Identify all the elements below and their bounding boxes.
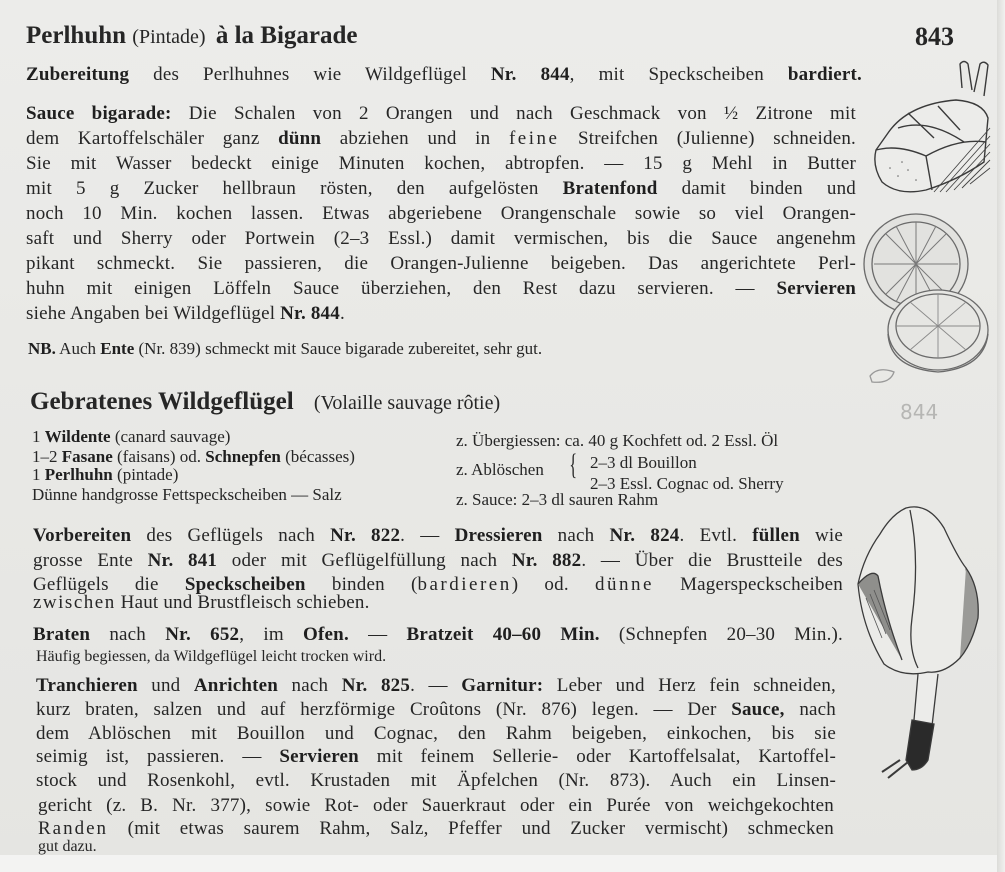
s1-line-3 <box>26 153 856 175</box>
title-bold: Gebratenes Wildgeflügel <box>30 388 294 415</box>
page-number: 843 <box>915 22 954 51</box>
s2-line-5: Häufig begiessen, da Wildgeflügel leicht trocken wird. <box>36 648 387 665</box>
bold-term: Wildente <box>44 427 111 446</box>
spaced-text: bardieren <box>417 574 512 595</box>
text: abziehen und in <box>321 128 509 149</box>
text: mit feinem Sellerie- oder Kartoffelsalat, Kartoffel- <box>358 746 836 767</box>
text: Leber und Herz fein schneiden, <box>543 675 836 696</box>
text: kurz braten, salzen und auf herzförmige Croûtons (Nr. 876) legen. — Der <box>36 699 732 720</box>
bold-term: Nr. 824 <box>609 525 680 546</box>
text: mit 5 g Zucker hellbraun rösten, den aufgelösten <box>26 178 563 199</box>
s2-line-0-text <box>33 525 843 547</box>
ingredient-cognac: 2–3 Essl. Cognac od. Sherry <box>590 474 784 493</box>
text: , im <box>239 624 304 645</box>
s2-line-1-text <box>33 550 843 572</box>
s1-line-5-text: noch 10 Min. kochen lassen. Etwas abgeriebene Orangenschale sowie so viel Orangen- <box>26 203 856 224</box>
bold-term: Braten <box>33 624 91 645</box>
title-paren: (Volaille sauvage rôtie) <box>313 392 501 414</box>
bold-term: Nr. 882 <box>511 550 582 571</box>
bold-term: Nr. 652 <box>165 624 240 645</box>
bold-term: Nr. 822 <box>330 525 401 546</box>
text: und <box>137 675 194 696</box>
s1-line-8 <box>26 278 856 300</box>
game-bird-illustration <box>848 498 988 788</box>
s1-line-7 <box>26 253 856 275</box>
text: Streifchen (Julienne) schneiden. <box>559 128 856 149</box>
bold-term: Bratenfond <box>562 178 658 199</box>
bold-term: Sauce bigarade: <box>26 103 172 124</box>
text: . Evtl. <box>679 525 753 546</box>
s2-line-1 <box>33 550 843 572</box>
s1-line-5 <box>26 203 856 225</box>
bold-term: dünn <box>278 128 322 149</box>
bold-term: füllen <box>752 525 800 546</box>
text: huhn mit einigen Löffeln Sauce überziehen, den Rest dazu servieren. — <box>26 278 777 299</box>
bold-term: Sauce, <box>731 699 785 720</box>
text: des Geflügels nach <box>131 525 331 546</box>
s2-line-10-text: stock und Rosenkohl, evtl. Krustaden mit Äpfelchen (Nr. 873). Auch ein Linsen- <box>36 770 836 791</box>
text: wie <box>799 525 844 546</box>
bold-term: Ente <box>100 339 135 358</box>
s2-line-11-text: gericht (z. B. Nr. 377), sowie Rot- oder Sauerkraut oder ein Purée von weichgekochten <box>38 795 834 816</box>
bold-term: Schnepfen <box>205 447 281 466</box>
qty: 1 <box>32 427 45 446</box>
bold-term: Servieren <box>279 746 359 767</box>
s2-line-12-text <box>38 818 834 840</box>
ingredient-wildente <box>32 427 230 447</box>
s2-line-10 <box>36 770 836 792</box>
ingredient-fasane <box>32 447 355 467</box>
s1-line-2 <box>26 128 856 150</box>
s1-line-9 <box>26 303 345 325</box>
bold-term: Nr. 844 <box>490 64 570 85</box>
text: Auch <box>55 339 101 358</box>
s2-line-0 <box>33 525 843 547</box>
s1-line-1-text <box>26 103 856 125</box>
s2-line-4-text <box>33 624 843 646</box>
bold-term: Zubereitung <box>26 64 130 85</box>
recipe-title-wildgefluegel <box>30 388 500 416</box>
text: Dünne handgrosse Fettspeckscheiben — Salz <box>32 485 342 504</box>
text: Magerspeckscheiben <box>653 574 843 595</box>
bold-term: Nr. 825 <box>341 675 411 696</box>
s2-line-11 <box>38 795 834 817</box>
bold-term: Perlhuhn <box>44 465 113 484</box>
s1-line-7-text: pikant schmeckt. Sie passieren, die Orangen-Julienne beigeben. Das angerichtete Perl- <box>26 253 856 274</box>
text: (bécasses) <box>280 447 355 466</box>
bold-term: Bratzeit 40–60 Min. <box>406 624 600 645</box>
text: binden ( <box>305 574 418 595</box>
s2-line-6 <box>36 675 836 697</box>
text: . — Über die Brustteile des <box>581 550 844 571</box>
bold-term: Servieren <box>776 278 856 299</box>
text: oder mit Geflügelfüllung nach <box>217 550 512 571</box>
s2-line-13: gut dazu. <box>38 838 97 855</box>
spaced-text: feine <box>508 128 560 149</box>
text: grosse Ente <box>33 550 148 571</box>
bold-term: Garnitur: <box>461 675 544 696</box>
s2-line-7-text <box>36 699 836 721</box>
s2-line-7 <box>36 699 836 721</box>
text: — <box>348 624 407 645</box>
orange-halves-illustration <box>860 208 995 398</box>
roast-bird-illustration <box>868 58 993 203</box>
bold-term: Vorbereiten <box>33 525 132 546</box>
ingredient-speck <box>32 485 342 505</box>
text: . — <box>400 525 455 546</box>
s1-line-4 <box>26 178 856 200</box>
ingredient-perlhuhn <box>32 465 178 485</box>
s2-line-9 <box>36 746 836 768</box>
text: dem Kartoffelschäler ganz <box>26 128 279 149</box>
s1-line-4-text <box>26 178 856 200</box>
text: (faisans) od. <box>112 447 206 466</box>
ingredient-abloeschen-label: z. Ablöschen <box>456 460 544 479</box>
title-bold: Perlhuhn <box>26 22 127 49</box>
nb-label: NB. <box>28 339 56 358</box>
text: Geflügels die <box>33 574 185 595</box>
title-paren: (Pintade) <box>132 26 206 48</box>
s2-line-8-text: dem Ablöschen mit Bouillon und Cognac, den Rahm beigeben, einkochen, bis sie <box>36 723 836 744</box>
text: Die Schalen von 2 Orangen und nach Geschmack von ½ Zitrone mit <box>171 103 856 124</box>
text: (Nr. 839) schmeckt mit Sauce bigarade zubereitet, sehr gut. <box>134 339 543 358</box>
bold-term: bardiert. <box>787 64 862 85</box>
bold-term: Fasane <box>61 447 113 466</box>
text: des Perlhuhnes wie Wildgeflügel <box>129 64 491 85</box>
text: siehe Angaben bei Wildgeflügel <box>26 303 281 324</box>
text: nach <box>90 624 166 645</box>
s1-line-6 <box>26 228 856 250</box>
s1-line-3-text: Sie mit Wasser bedeckt einige Minuten kochen, abtropfen. — 15 g Mehl in Butter <box>26 153 856 174</box>
spaced-text: dünne <box>594 574 654 595</box>
s1-line-1 <box>26 103 856 125</box>
text: (Schnepfen 20–30 Min.). <box>599 624 844 645</box>
text: , mit Speckscheiben <box>569 64 788 85</box>
text: Haut und Brustfleisch schieben. <box>115 592 370 613</box>
spaced-text: Randen <box>38 818 109 839</box>
s1-line-0 <box>26 64 862 86</box>
bold-term: Anrichten <box>193 675 279 696</box>
s2-line-12 <box>38 818 834 840</box>
page-right-edge <box>997 0 1005 872</box>
bold-term: Dressieren <box>454 525 543 546</box>
spaced-text: zwischen <box>33 592 116 613</box>
text: seimig ist, passieren. — <box>36 746 280 767</box>
figure-number-label: 844 <box>900 400 939 424</box>
s1-nb-note <box>28 339 542 359</box>
qty: 1–2 <box>32 447 62 466</box>
bold-term: Nr. 841 <box>147 550 218 571</box>
text: (canard sauvage) <box>110 427 231 446</box>
text: ) od. <box>511 574 595 595</box>
bold-term: Speckscheiben <box>184 574 306 595</box>
text: damit binden und <box>657 178 856 199</box>
s2-line-6-text <box>36 675 836 697</box>
ingredient-uebergiessen: z. Übergiessen: ca. 40 g Kochfett od. 2 Essl. Öl <box>456 431 779 450</box>
s2-line-4 <box>33 624 843 646</box>
s2-line-9-text <box>36 746 836 768</box>
title-rest: à la Bigarade <box>215 22 358 49</box>
s2-line-3 <box>33 592 370 614</box>
text: nach <box>542 525 610 546</box>
qty: 1 <box>32 465 45 484</box>
s1-line-8-text <box>26 278 856 300</box>
text: (pintade) <box>112 465 179 484</box>
text: nach <box>278 675 342 696</box>
brace-icon: { <box>569 448 578 481</box>
s2-line-8 <box>36 723 836 745</box>
ingredient-bouillon: 2–3 dl Bouillon <box>590 453 697 472</box>
s1-line-2-text <box>26 128 856 150</box>
text: nach <box>784 699 836 720</box>
bold-term: Ofen. <box>303 624 349 645</box>
text: (mit etwas saurem Rahm, Salz, Pfeffer und Zucker vermischt) schmecken <box>108 818 834 839</box>
text: . — <box>410 675 462 696</box>
bold-term: Tranchieren <box>36 675 138 696</box>
s1-line-6-text: saft und Sherry oder Portwein (2–3 Essl.) damit vermischen, bis die Sauce angenehm <box>26 228 856 249</box>
s1-line-0-text <box>26 64 862 86</box>
ingredient-sauce: z. Sauce: 2–3 dl sauren Rahm <box>456 490 659 509</box>
recipe-title-perlhuhn <box>26 22 358 50</box>
bold-term: Nr. 844 <box>280 303 340 324</box>
page-bottom-edge <box>0 855 1005 872</box>
text: . <box>339 303 345 324</box>
